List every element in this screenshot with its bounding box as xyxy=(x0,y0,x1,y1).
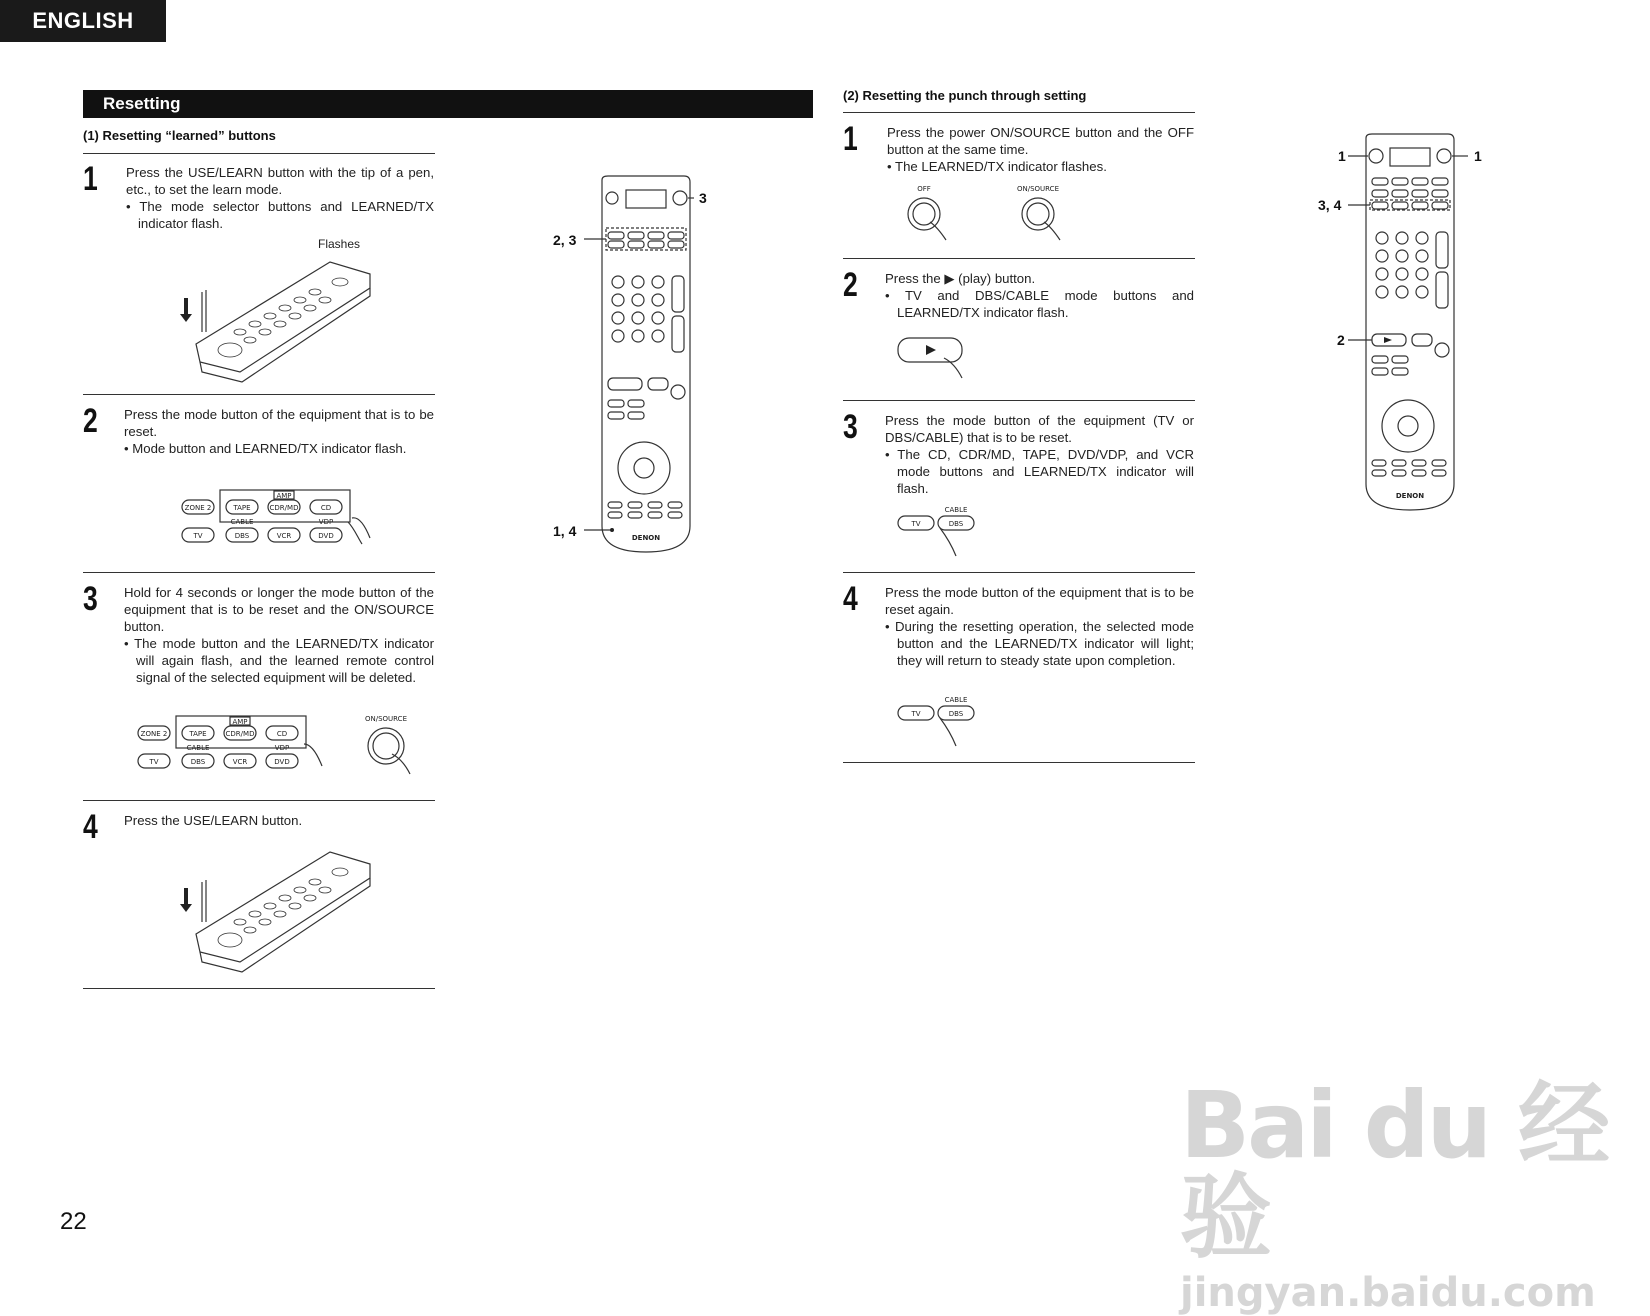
step-number: 1 xyxy=(83,160,98,198)
dbs-button-label: DBS xyxy=(234,532,250,540)
step-number: 4 xyxy=(843,580,858,618)
watermark-logo: Bai du 经验 xyxy=(1180,1072,1608,1271)
onsource-label: ON/SOURCE xyxy=(364,715,408,723)
callout-label: 1 xyxy=(1474,148,1482,164)
cable-label: CABLE xyxy=(944,506,968,514)
amp-label: AMP xyxy=(232,718,248,726)
cable-label: CABLE xyxy=(230,518,254,526)
callout-label: 2, 3 xyxy=(553,232,577,248)
tv-dbs-illustration xyxy=(896,696,996,748)
divider xyxy=(83,800,435,801)
step-number: 2 xyxy=(83,402,98,440)
step-number: 3 xyxy=(843,408,858,446)
vdp-label: VDP xyxy=(318,518,334,526)
step-instruction: Press the power ON/SOURCE button and the OFF button at the same time. xyxy=(887,125,1194,157)
amp-label: AMP xyxy=(276,492,292,500)
step-instruction: Press the mode button of the equipment that is to be reset again. xyxy=(885,585,1194,617)
dbs-button-label: DBS xyxy=(948,520,964,528)
step-instruction: Press the USE/LEARN button. xyxy=(124,813,303,828)
dbs-button-label: DBS xyxy=(948,710,964,718)
step-bullet: • The mode button and the LEARNED/TX indicator will again flash, and the learned remote control signal of the selected equipment will be deleted. xyxy=(124,636,434,685)
step-instruction: Hold for 4 seconds or longer the mode button of the equipment that is to be reset and the ON/SOURCE button. xyxy=(124,585,434,634)
remote-control-illustration xyxy=(598,176,694,554)
divider xyxy=(843,258,1195,259)
page-number: 22 xyxy=(60,1208,87,1235)
remote-control-illustration xyxy=(1362,134,1458,512)
tape-button-label: TAPE xyxy=(189,730,207,738)
callout-label: 3 xyxy=(699,190,707,206)
step-text xyxy=(124,406,434,457)
watermark xyxy=(1180,1072,1650,1316)
dvd-button-label: DVD xyxy=(274,758,290,766)
cable-label: CABLE xyxy=(186,744,210,752)
zone2-button-label: ZONE 2 xyxy=(140,730,168,738)
tape-button-label: TAPE xyxy=(233,504,251,512)
callout-label: 1, 4 xyxy=(553,523,577,539)
step-instruction: Press the mode button of the equipment (TV or DBS/CABLE) that is to be reset. xyxy=(885,413,1194,445)
mode-onsource-illustration xyxy=(136,714,426,776)
dvd-button-label: DVD xyxy=(318,532,334,540)
step-bullet: • The CD, CDR/MD, TAPE, DVD/VDP, and VCR mode buttons and LEARNED/TX indicator will flash. xyxy=(885,447,1194,496)
step-instruction: Press the ▶ (play) button. xyxy=(885,271,1036,286)
divider xyxy=(843,572,1195,573)
divider xyxy=(83,153,435,154)
divider xyxy=(843,400,1195,401)
step-text xyxy=(124,584,434,686)
cable-label: CABLE xyxy=(944,696,968,704)
tv-button-label: TV xyxy=(149,758,159,766)
step-text xyxy=(885,412,1194,497)
cd-button-label: CD xyxy=(276,730,288,738)
cdrmd-button-label: CDR/MD xyxy=(225,730,255,738)
callout-label: 3, 4 xyxy=(1318,197,1342,213)
step-text xyxy=(885,584,1194,669)
right-subheading: (2) Resetting the punch through setting xyxy=(843,88,1087,103)
vcr-button-label: VCR xyxy=(232,758,248,766)
remote-pen-illustration xyxy=(180,842,380,972)
step-text xyxy=(887,124,1194,175)
cdrmd-button-label: CDR/MD xyxy=(269,504,299,512)
tv-button-label: TV xyxy=(911,710,921,718)
step-bullet: • The LEARNED/TX indicator flashes. xyxy=(887,159,1107,174)
section-title: Resetting xyxy=(83,90,813,118)
step-instruction: Press the mode button of the equipment that is to be reset. xyxy=(124,407,434,439)
divider xyxy=(83,988,435,989)
flashes-label: Flashes xyxy=(318,237,361,251)
step-instruction: Press the USE/LEARN button with the tip of a pen, etc., to set the learn mode. xyxy=(126,165,434,197)
step-number: 1 xyxy=(843,120,858,158)
vcr-button-label: VCR xyxy=(276,532,292,540)
step-number: 2 xyxy=(843,266,858,304)
step-bullet: • TV and DBS/CABLE mode buttons and LEARNED/TX indicator flash. xyxy=(885,288,1194,320)
step-bullet: • During the resetting operation, the selected mode button and the LEARNED/TX indicator will light; they will return to steady state upon completion. xyxy=(885,619,1194,668)
tv-button-label: TV xyxy=(911,520,921,528)
divider xyxy=(843,112,1195,113)
watermark-url: jingyan.baidu.com xyxy=(1180,1270,1596,1316)
brand-label: DENON xyxy=(1395,492,1425,500)
remote-pen-illustration xyxy=(180,252,380,382)
callout-label: 1 xyxy=(1338,148,1346,164)
language-tab: ENGLISH xyxy=(0,0,166,42)
step-bullet: • The mode selector buttons and LEARNED/TX indicator flash. xyxy=(126,199,434,231)
step-bullet: • Mode button and LEARNED/TX indicator flash. xyxy=(124,441,407,456)
zone2-button-label: ZONE 2 xyxy=(184,504,212,512)
cd-button-label: CD xyxy=(320,504,332,512)
step-number: 4 xyxy=(83,808,98,846)
left-subheading: (1) Resetting “learned” buttons xyxy=(83,128,276,143)
onsource-label: ON/SOURCE xyxy=(1016,185,1060,193)
off-label: OFF xyxy=(917,185,931,193)
step-text xyxy=(126,164,434,232)
callout-label: 2 xyxy=(1337,332,1345,348)
off-onsource-illustration xyxy=(900,184,1090,244)
dbs-button-label: DBS xyxy=(190,758,206,766)
mode-buttons-illustration xyxy=(180,488,380,550)
tv-dbs-illustration xyxy=(896,506,996,558)
play-button-illustration xyxy=(896,336,976,380)
divider xyxy=(83,572,435,573)
brand-label: DENON xyxy=(631,534,661,542)
step-text xyxy=(885,270,1194,321)
divider xyxy=(83,394,435,395)
step-text xyxy=(124,812,434,829)
tv-button-label: TV xyxy=(193,532,203,540)
divider xyxy=(843,762,1195,763)
vdp-label: VDP xyxy=(274,744,290,752)
step-number: 3 xyxy=(83,580,98,618)
